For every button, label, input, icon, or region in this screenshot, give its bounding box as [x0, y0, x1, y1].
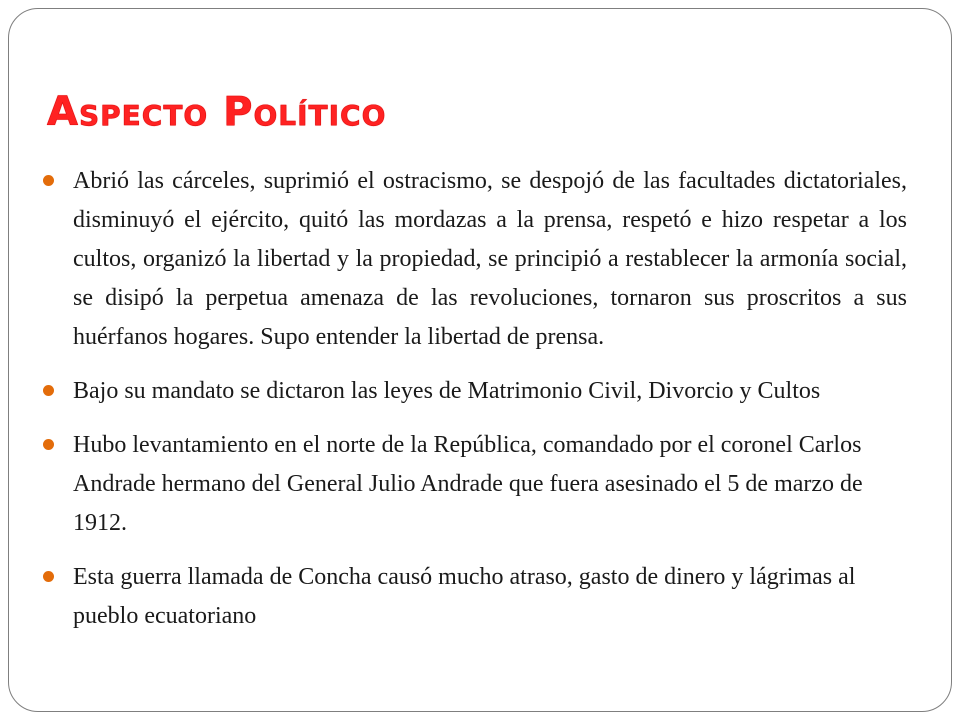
bullet-item — [43, 426, 907, 543]
bullet-text: Abrió las cárceles, suprimió el ostracismo, se despojó de las facultades dictatoriales, disminuyó el ejército, quitó las mordazas a la prensa, respetó e hizo respetar a los cultos, organizó la libertad y la propiedad, se principió a restablecer la armonía social, se disipó la perpetua amenaza de las revoluciones, tornaron sus proscritos a sus huérfanos hogares. Supo entender la libertad de prensa. — [73, 168, 907, 350]
bullet-text: Esta guerra llamada de Concha causó mucho atraso, gasto de dinero y lágrimas al pueblo ecuatoriano — [73, 564, 856, 629]
bullet-list — [43, 162, 907, 651]
bullet-dot-icon — [43, 385, 54, 396]
slide-frame — [8, 8, 952, 712]
bullet-item — [43, 162, 907, 357]
bullet-item — [43, 558, 907, 636]
bullet-dot-icon — [43, 439, 54, 450]
bullet-item — [43, 372, 907, 411]
bullet-dot-icon — [43, 571, 54, 582]
bullet-text: Hubo levantamiento en el norte de la República, comandado por el coronel Carlos Andrade hermano del General Julio Andrade que fuera asesinado el 5 de marzo de 1912. — [73, 432, 863, 536]
bullet-text: Bajo su mandato se dictaron las leyes de Matrimonio Civil, Divorcio y Cultos — [73, 378, 821, 404]
bullet-dot-icon — [43, 175, 54, 186]
slide-title: Aspecto Político — [47, 89, 387, 135]
